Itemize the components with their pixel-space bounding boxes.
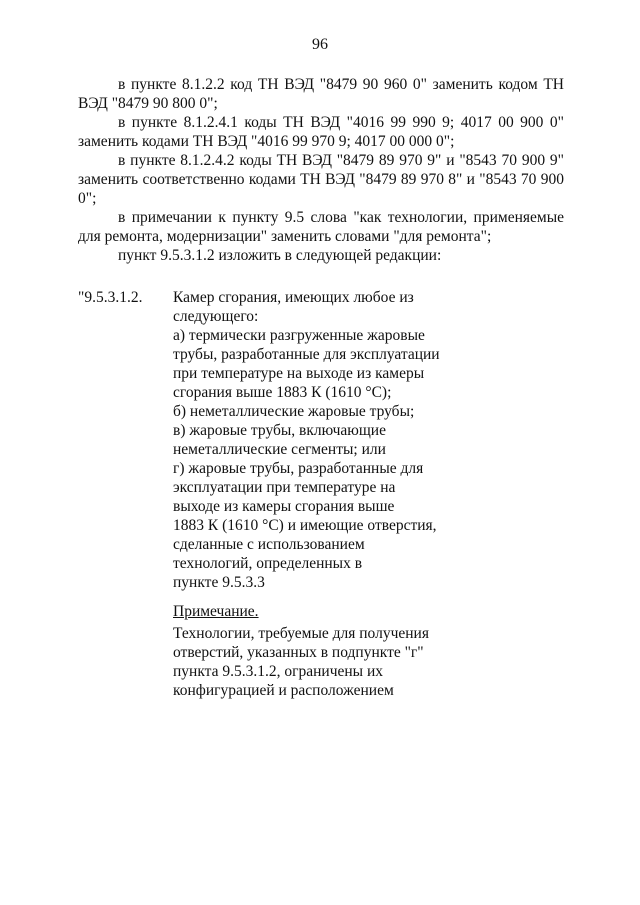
- item-line: 1883 К (1610 °С) и имеющие отверстия,: [173, 517, 437, 534]
- paragraph-8-1-2-2: в пункте 8.1.2.2 код ТН ВЭД "8479 90 960 0" заменить кодом ТН ВЭД "8479 90 800 0";: [78, 76, 564, 112]
- paragraph-8-1-2-4-2: в пункте 8.1.2.4.2 коды ТН ВЭД "8479 89 970 9" и "8543 70 900 9" заменить соответственно кодами ТН ВЭД "8479 89 970 8" и "8543 70 900 0";: [78, 152, 564, 207]
- note-line: пункта 9.5.3.1.2, ограничены их: [173, 663, 384, 680]
- note-title: Примечание.: [173, 603, 259, 620]
- item-line: б) неметаллические жаровые трубы;: [173, 403, 415, 420]
- item-text: [173, 288, 473, 592]
- amendment-paragraphs: [78, 75, 564, 265]
- paragraph-note-9-5: в примечании к пункту 9.5 слова "как технологии, применяемые для ремонта, модернизации" заменить словами "для ремонта";: [78, 209, 564, 245]
- note-line: конфигурацией и расположением: [173, 682, 394, 699]
- item-line: пункте 9.5.3.3: [173, 574, 265, 591]
- note-block: [173, 602, 473, 700]
- item-line: при температуре на выходе из камеры: [173, 365, 425, 382]
- paragraph-9-5-3-1-2-intro: пункт 9.5.3.1.2 изложить в следующей редакции:: [118, 247, 442, 264]
- item-line: г) жаровые трубы, разработанные для: [173, 460, 424, 477]
- page-number: 96: [312, 36, 328, 53]
- item-number: "9.5.3.1.2.: [78, 289, 143, 306]
- paragraph-8-1-2-4-1: в пункте 8.1.2.4.1 коды ТН ВЭД "4016 99 990 9; 4017 00 900 0" заменить кодами ТН ВЭД "4016 99 970 9; 4017 00 000 0";: [78, 114, 564, 150]
- item-line: эксплуатации при температуре на: [173, 479, 396, 496]
- item-line: выходе из камеры сгорания выше: [173, 498, 395, 515]
- item-line: а) термически разгруженные жаровые: [173, 327, 425, 344]
- item-line: в) жаровые трубы, включающие: [173, 422, 386, 439]
- item-line: неметаллические сегменты; или: [173, 441, 386, 458]
- item-line: сгорания выше 1883 К (1610 °С);: [173, 384, 392, 401]
- item-line: сделанные с использованием: [173, 536, 365, 553]
- item-line: трубы, разработанные для эксплуатации: [173, 346, 440, 363]
- note-line: отверстий, указанных в подпункте "г": [173, 644, 424, 661]
- item-line: Камер сгорания, имеющих любое из: [173, 289, 414, 306]
- note-line: Технологии, требуемые для получения: [173, 625, 429, 642]
- item-line: технологий, определенных в: [173, 555, 363, 572]
- item-line: следующего:: [173, 308, 259, 325]
